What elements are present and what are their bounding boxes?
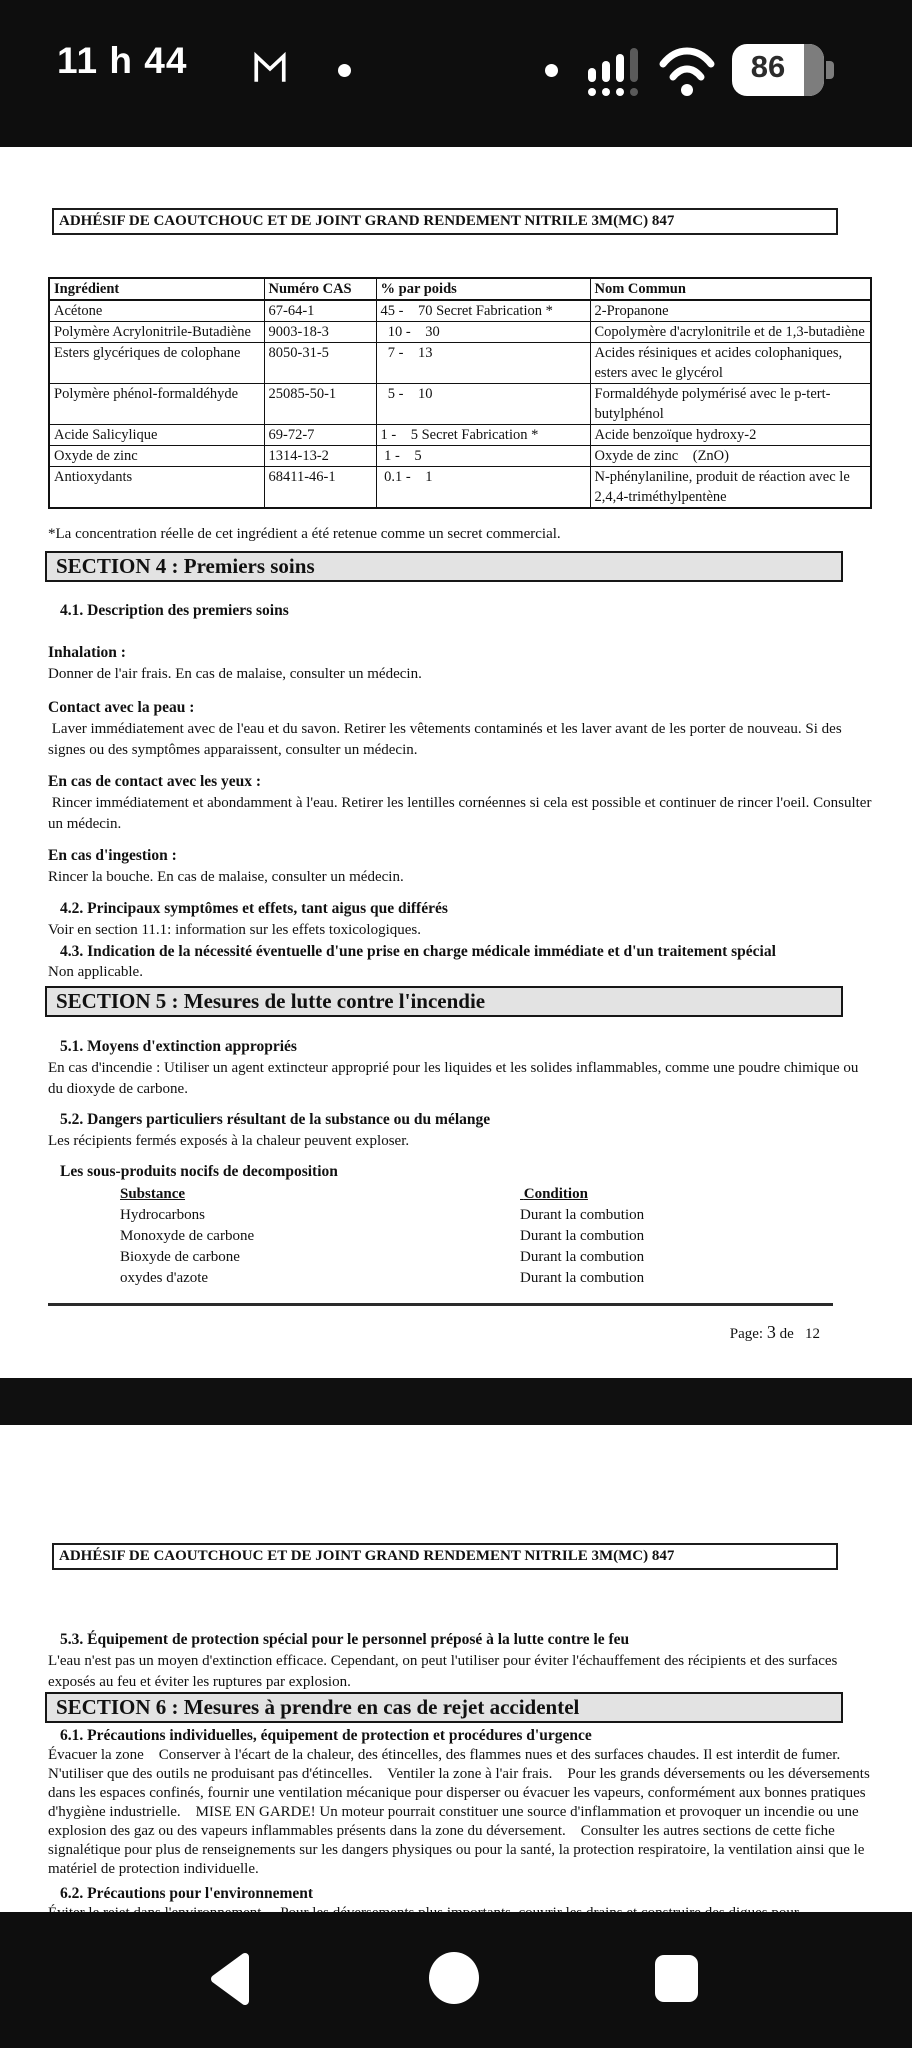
table-row: Acétone 67-64-1 45 - 70 Secret Fabrication * 2-Propanone bbox=[49, 300, 871, 322]
inhalation-text: Donner de l'air frais. En cas de malaise, consulter un médecin. bbox=[48, 666, 422, 682]
battery-percent: 86 bbox=[750, 49, 786, 84]
page-number: Page: 3 de 12 bbox=[729, 1322, 820, 1342]
page-current: 3 bbox=[766, 1322, 776, 1342]
subsection-4-2-title: 4.2. Principaux symptômes et effets, tant aigus que différés bbox=[60, 900, 448, 917]
eye-contact-label: En cas de contact avec les yeux : bbox=[48, 773, 262, 790]
decomposition-row: oxydes d'azote Durant la combution bbox=[120, 1270, 645, 1286]
ingredients-table bbox=[48, 277, 872, 509]
ingestion-label: En cas d'ingestion : bbox=[48, 847, 177, 864]
table-row: Antioxydants 68411-46-1 0.1 - 1 N-phénylaniline, produit de réaction avec le 2,4,4-triméthylpentène bbox=[49, 467, 871, 509]
table-row: Polymère Acrylonitrile-Butadiène 9003-18-3 10 - 30 Copolymère d'acrylonitrile et de 1,3-butadiène bbox=[49, 322, 871, 343]
wifi-icon bbox=[658, 47, 716, 102]
decomposition-list bbox=[120, 1184, 820, 1289]
decomposition-title: Les sous-produits nocifs de decomposition bbox=[60, 1163, 338, 1180]
table-row: Oxyde de zinc 1314-13-2 1 - 5 Oxyde de zinc (ZnO) bbox=[49, 446, 871, 467]
decomposition-row: Monoxyde de carbone Durant la combution bbox=[120, 1228, 645, 1244]
recents-icon[interactable] bbox=[655, 1955, 698, 2002]
subsection-4-3-title: 4.3. Indication de la nécessité éventuelle d'une prise en charge médicale immédiate et d'un traitement spécial bbox=[60, 943, 776, 960]
subsection-5-1-text: En cas d'incendie : Utiliser un agent extincteur approprié pour les liquides et les solides inflammables, comme une poudre chimique ou du dioxyde de carbone. bbox=[48, 1060, 859, 1097]
document-header-title: ADHÉSIF DE CAOUTCHOUC ET DE JOINT GRAND RENDEMENT NITRILE 3M(MC) 847 bbox=[52, 208, 838, 235]
eye-contact-text: Rincer immédiatement et abondamment à l'eau. Retirer les lentilles cornéennes si cela est possible et continuer de rincer l'oeil. Consulter un médecin. bbox=[48, 795, 876, 832]
battery-indicator bbox=[732, 44, 836, 96]
page-total: 12 bbox=[805, 1326, 820, 1342]
table-row: Polymère phénol-formaldéhyde 25085-50-1 5 - 10 Formaldéhyde polymérisé avec le p-tert-butylphénol bbox=[49, 384, 871, 425]
android-navigation-bar bbox=[0, 1912, 912, 2048]
subsection-4-3-text: Non applicable. bbox=[48, 964, 143, 980]
subsection-4-2-text: Voir en section 11.1: information sur les effets toxicologiques. bbox=[48, 922, 421, 938]
table-row: Esters glycériques de colophane 8050-31-5 7 - 13 Acides résiniques et acides colophaniques, esters avec le glycérol bbox=[49, 343, 871, 384]
subsection-6-2-title: 6.2. Précautions pour l'environnement bbox=[60, 1885, 314, 1902]
back-icon[interactable] bbox=[205, 1949, 255, 2014]
table-row: Acide Salicylique 69-72-7 1 - 5 Secret Fabrication * Acide benzoïque hydroxy-2 bbox=[49, 425, 871, 446]
subsection-6-1-text: Évacuer la zone Conserver à l'écart de la chaleur, des étincelles, des flammes nues et des surfaces chaudes. Il est interdit de fumer. N'utiliser que des outils ne produisant pas d'étincelles. Ventiler la zone à l'air frais. Pour les grands déversements ou les déversements dans les espaces confinés, fournir une ventilation mécanique pour disperser ou évacuer les vapeurs, conformément aux bonnes pratiques d'hygiène industrielle. MISE EN GARDE! Un moteur pourrait constituer une source d'inflammation et provoquer un incendie ou une explosion des gaz ou des vapeurs inflammables présents dans la zone du déversement. Consulter les autres sections de cette fiche signalétique pour plus de renseignements sur les dangers physiques ou pour la santé, la protection respiratoire, la ventilation ainsi que le matériel de protection individuelle. bbox=[48, 1747, 874, 1877]
status-bar bbox=[0, 0, 912, 147]
decomposition-row: Bioxyde de carbone Durant la combution bbox=[120, 1249, 645, 1265]
document-header-title: ADHÉSIF DE CAOUTCHOUC ET DE JOINT GRAND RENDEMENT NITRILE 3M(MC) 847 bbox=[52, 1543, 838, 1570]
subsection-5-2-text: Les récipients fermés exposés à la chaleur peuvent exploser. bbox=[48, 1133, 410, 1149]
notification-dot-icon bbox=[545, 64, 558, 77]
subsection-6-1-title: 6.1. Précautions individuelles, équipement de protection et procédures d'urgence bbox=[60, 1727, 592, 1744]
subsection-5-2-title: 5.2. Dangers particuliers résultant de la substance ou du mélange bbox=[60, 1111, 491, 1128]
battery-depleted-segment bbox=[804, 44, 824, 96]
subsection-4-1-title: 4.1. Description des premiers soins bbox=[60, 602, 289, 619]
clock: 11 h 44 bbox=[57, 40, 188, 81]
decomposition-row: Hydrocarbons Durant la combution bbox=[120, 1207, 645, 1223]
subsection-5-1-title: 5.1. Moyens d'extinction appropriés bbox=[60, 1038, 297, 1055]
battery-tip bbox=[826, 61, 834, 79]
table-header-row: Ingrédient Numéro CAS % par poids Nom Commun bbox=[49, 278, 871, 300]
home-icon[interactable] bbox=[429, 1952, 479, 2004]
pdf-page-separator bbox=[0, 1378, 912, 1425]
section-4-header: SECTION 4 : Premiers soins bbox=[45, 551, 843, 582]
skin-contact-text: Laver immédiatement avec de l'eau et du savon. Retirer les vêtements contaminés et les laver avant de les porter de nouveau. Si des signes ou des symptômes apparaissent, consulter un médecin. bbox=[48, 721, 846, 758]
ingestion-text: Rincer la bouche. En cas de malaise, consulter un médecin. bbox=[48, 869, 404, 885]
subsection-5-3-title: 5.3. Équipement de protection spécial pour le personnel préposé à la lutte contre le feu bbox=[60, 1631, 630, 1648]
trade-secret-footnote: *La concentration réelle de cet ingrédient a été retenue comme un secret commercial. bbox=[48, 526, 561, 542]
cellular-signal-icon bbox=[588, 48, 644, 98]
gmail-notification-icon bbox=[248, 46, 292, 95]
notification-dot-icon bbox=[338, 64, 351, 77]
section-5-header: SECTION 5 : Mesures de lutte contre l'incendie bbox=[45, 986, 843, 1017]
skin-contact-label: Contact avec la peau : bbox=[48, 699, 195, 716]
subsection-5-3-text: L'eau n'est pas un moyen d'extinction efficace. Cependant, on peut l'utiliser pour éviter l'échauffement des récipients et des surfaces exposés au feu et éviter les ruptures par explosion. bbox=[48, 1653, 838, 1690]
decomposition-header-row: Substance Condition bbox=[120, 1186, 588, 1202]
footer-divider bbox=[48, 1303, 833, 1306]
section-6-header: SECTION 6 : Mesures à prendre en cas de rejet accidentel bbox=[45, 1692, 843, 1723]
inhalation-label: Inhalation : bbox=[48, 644, 126, 661]
